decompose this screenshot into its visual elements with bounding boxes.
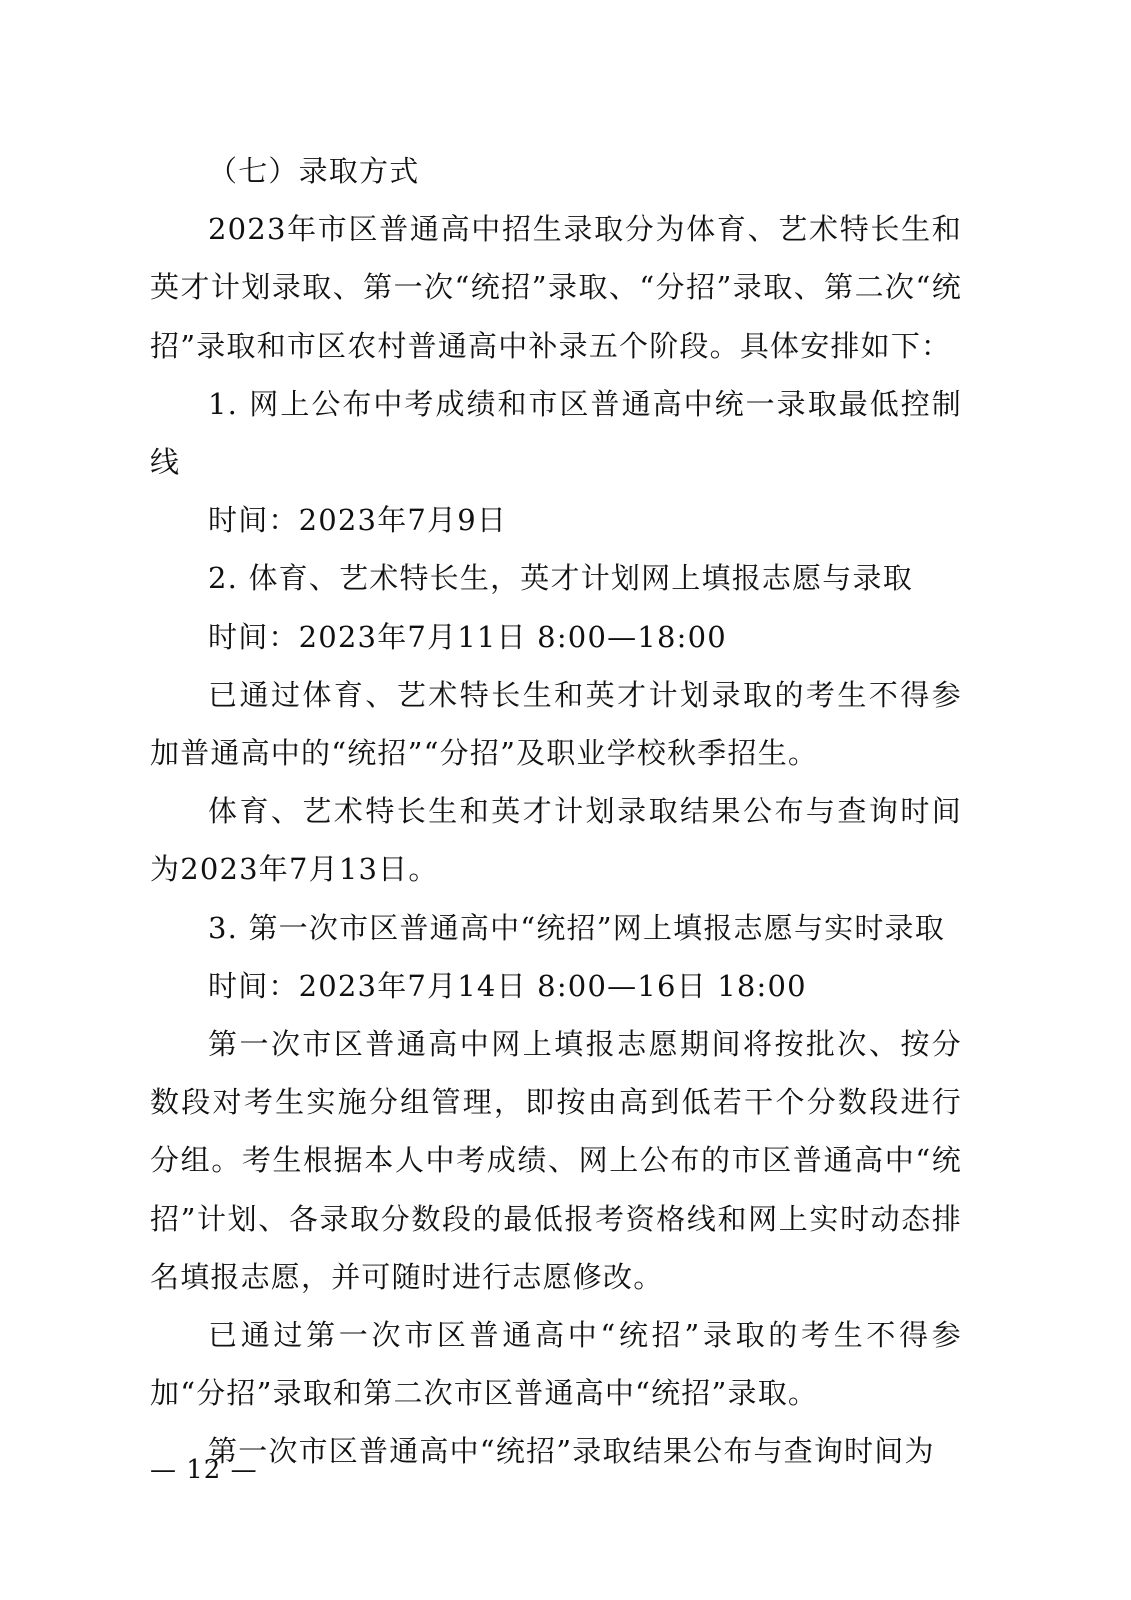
paragraph: 第一次市区普通高中网上填报志愿期间将按批次、按分数段对考生实施分组管理，即按由高到低若干个分数段进行分组。考生根据本人中考成绩、网上公布的市区普通高中“统招”计划、各录取分数段的最低报考资格线和网上实时动态排名填报志愿，并可随时进行志愿修改。 <box>150 1027 962 1294</box>
paragraph: 2023年市区普通高中招生录取分为体育、艺术特长生和英才计划录取、第一次“统招”录取、“分招”录取、第二次“统招”录取和市区农村普通高中补录五个阶段。具体安排如下： <box>150 212 962 363</box>
document-body <box>150 142 962 1481</box>
time-line: 时间：2023年7月11日 8:00—18:00 <box>208 619 727 654</box>
list-item-heading: 3. 第一次市区普通高中“统招”网上填报志愿与实时录取 <box>208 910 945 945</box>
list-item-heading: 2. 体育、艺术特长生，英才计划网上填报志愿与录取 <box>208 561 913 596</box>
time-line: 时间：2023年7月14日 8:00—16日 18:00 <box>208 968 807 1003</box>
paragraph: 第一次市区普通高中“统招”录取结果公布与查询时间为 <box>208 1434 935 1469</box>
page-number: — 12 — <box>150 1455 258 1485</box>
paragraph: 已通过体育、艺术特长生和英才计划录取的考生不得参加普通高中的“统招”“分招”及职业学校秋季招生。 <box>150 677 962 771</box>
time-line: 时间：2023年7月9日 <box>208 503 508 538</box>
list-item-heading: 1. 网上公布中考成绩和市区普通高中统一录取最低控制线 <box>150 386 962 480</box>
section-heading: （七）录取方式 <box>208 154 420 188</box>
paragraph: 体育、艺术特长生和英才计划录取结果公布与查询时间为2023年7月13日。 <box>150 794 962 887</box>
paragraph: 已通过第一次市区普通高中“统招”录取的考生不得参加“分招”录取和第二次市区普通高中“统招”录取。 <box>150 1318 962 1411</box>
